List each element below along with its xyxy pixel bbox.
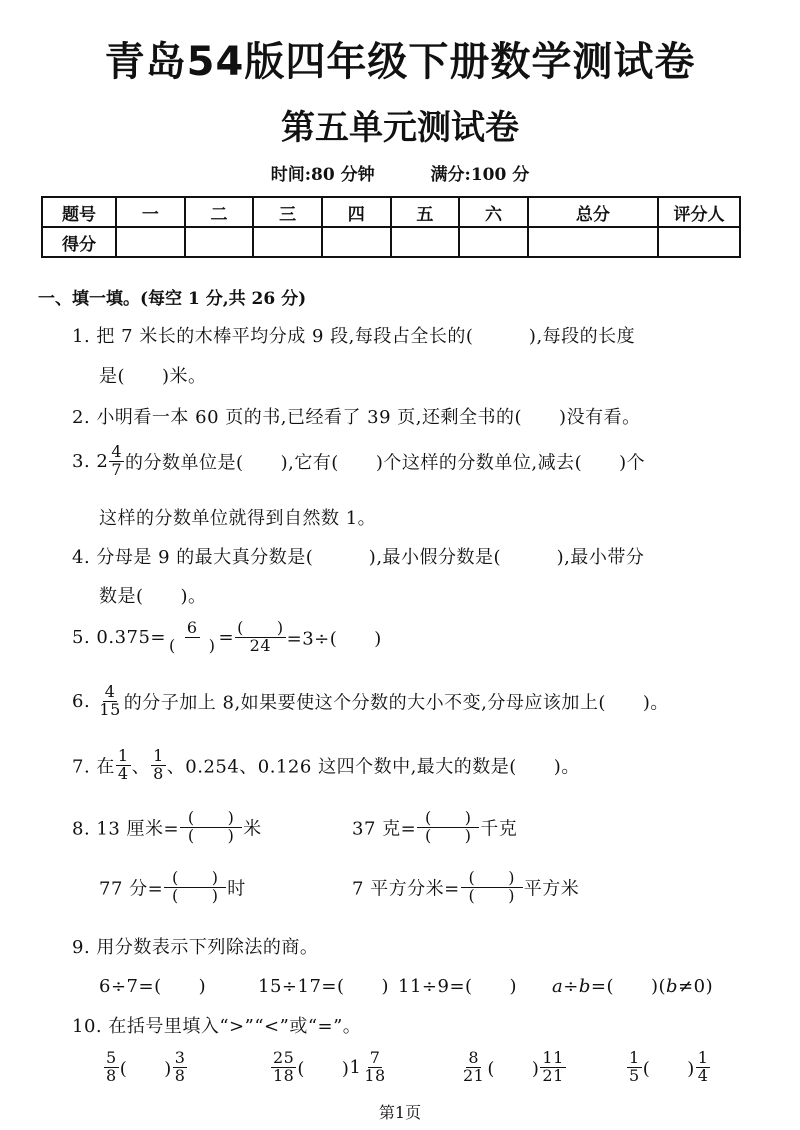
q7-text: 、0.254、0.126 这四个数中,最大的数是( )。 [166, 756, 580, 778]
q6-numerator: 4 [104, 682, 116, 701]
q10-p2-rn: 7 [369, 1048, 381, 1067]
score-cell[interactable] [185, 227, 254, 257]
q10-p2-right [362, 1050, 387, 1085]
q8-a-fraction [180, 810, 242, 845]
q5-prefix: 5. 0.375= [72, 626, 167, 648]
q3-denominator: 7 [111, 459, 123, 479]
question-9-item-3: 11÷9=( ) [398, 976, 518, 997]
q9-condition: ≠0) [678, 976, 714, 997]
q7-f2-numerator: 1 [153, 746, 164, 765]
q8-c-denominator: ( ) [171, 885, 219, 905]
section-heading: 一、填一填。(每空 1 分,共 26 分) [38, 289, 307, 309]
q10-p4-right [696, 1050, 711, 1085]
q8-b-unit: 千克 [480, 818, 518, 840]
q10-p1-rn: 3 [174, 1048, 186, 1067]
q5-f2-denominator: 24 [249, 635, 272, 655]
q3-fraction [109, 444, 124, 479]
q8-d-numerator: ( ) [461, 870, 523, 888]
exam-meta [0, 160, 800, 185]
q3-numerator: 4 [111, 442, 123, 461]
q10-p3-blank: ( ) [487, 1058, 540, 1080]
score-cell[interactable] [528, 227, 658, 257]
q8-c-fraction [164, 870, 226, 905]
score-table-header-cell: 总分 [528, 197, 658, 227]
question-8-d [352, 870, 579, 905]
score-table-header-cell: 四 [322, 197, 391, 227]
q7-fraction-1 [116, 748, 131, 783]
q10-p4-blank: ( ) [642, 1058, 695, 1080]
q10-p1-rd: 8 [174, 1065, 186, 1085]
question-1-line-2: 是( )米。 [99, 366, 207, 387]
q8-c-prefix: 77 分= [99, 878, 164, 900]
q10-p3-right [540, 1050, 565, 1085]
document-subtitle: 第五单元测试卷 [281, 108, 519, 148]
question-4-line-1: 4. 分母是 9 的最大真分数是( ),最小假分数是( ),最小带分 [72, 547, 645, 568]
question-5 [72, 620, 382, 655]
question-9-item-2: 15÷17=( ) [258, 976, 390, 997]
q8-a-numerator: ( ) [180, 810, 242, 828]
q10-p1-left [104, 1050, 119, 1085]
question-2: 2. 小明看一本 60 页的书,已经看了 39 页,还剩全书的( )没有看。 [72, 407, 641, 428]
q7-f2-denominator: 8 [153, 763, 164, 783]
score-table-row-label: 得分 [42, 227, 116, 257]
question-8-c [99, 870, 246, 905]
q6-text: 的分子加上 8,如果要使这个分数的大小不变,分母应该加上( )。 [123, 692, 669, 714]
q8-d-unit: 平方米 [523, 878, 580, 900]
q5-equals: = [218, 626, 235, 648]
q10-p1-right [173, 1050, 188, 1085]
score-table-score-row [42, 227, 740, 257]
q10-p4-left [627, 1050, 642, 1085]
q8-c-numerator: ( ) [164, 870, 226, 888]
q10-p3-rn: 11 [542, 1048, 564, 1067]
question-9-item-4 [552, 972, 713, 998]
score-table-header-cell: 一 [116, 197, 185, 227]
q8-d-prefix: 7 平方分米= [352, 878, 460, 900]
q10-p2-rd: 18 [364, 1065, 386, 1085]
q7-prefix: 7. 在 [72, 756, 115, 778]
q7-f1-numerator: 1 [117, 746, 129, 765]
question-1-line-1: 1. 把 7 米长的木棒平均分成 9 段,每段占全长的( ),每段的长度 [72, 326, 636, 347]
question-10-pair-2 [270, 1050, 389, 1085]
q8-b-fraction [417, 810, 479, 845]
score-cell[interactable] [253, 227, 322, 257]
q5-f2-numerator: ( ) [237, 618, 284, 637]
score-table-header-cell: 六 [459, 197, 528, 227]
q8-a-denominator: ( ) [187, 825, 235, 845]
q5-fraction-2 [235, 620, 286, 655]
q10-p4-ld: 5 [629, 1065, 640, 1085]
q10-p4-rn: 1 [697, 1048, 709, 1067]
q8-b-numerator: ( ) [417, 810, 479, 828]
q8-d-fraction [461, 870, 523, 905]
exam-full-score: 满分:100 分 [430, 165, 530, 185]
q8-c-unit: 时 [227, 878, 246, 900]
q5-fraction-1 [167, 620, 218, 655]
q10-p1-ln: 5 [106, 1048, 117, 1067]
q10-p3-left [461, 1050, 486, 1085]
question-7 [72, 748, 580, 783]
q3-text: 的分数单位是( ),它有( )个这样的分数单位,减去( )个 [125, 452, 646, 474]
q10-p3-rd: 21 [542, 1065, 564, 1085]
q8-d-denominator: ( ) [468, 885, 516, 905]
question-10-title: 10. 在括号里填入“>”“<”或“=”。 [72, 1016, 362, 1037]
score-cell[interactable] [459, 227, 528, 257]
score-table-header-cell: 题号 [42, 197, 116, 227]
score-table [41, 196, 741, 258]
q9-var-a: a [552, 976, 564, 997]
score-cell[interactable] [322, 227, 391, 257]
q8-b-denominator: ( ) [424, 825, 472, 845]
question-9-title: 9. 用分数表示下列除法的商。 [72, 937, 319, 958]
score-cell[interactable] [116, 227, 185, 257]
q9-var-b: b [578, 976, 591, 997]
q10-p4-rd: 4 [697, 1065, 709, 1085]
score-table-header-cell: 五 [391, 197, 460, 227]
q10-p1-ld: 8 [106, 1065, 117, 1085]
q8-a-prefix: 8. 13 厘米= [72, 818, 180, 840]
question-10-pair-4 [626, 1050, 711, 1085]
q10-p4-ln: 1 [629, 1048, 640, 1067]
q8-b-prefix: 37 克= [352, 818, 417, 840]
q3-prefix: 3. 2 [72, 450, 109, 472]
score-table-header-row [42, 197, 740, 227]
score-table-header-cell: 三 [253, 197, 322, 227]
q5-f1-denominator: ( ) [169, 635, 216, 655]
q10-p1-blank: ( ) [119, 1058, 172, 1080]
q7-f1-denominator: 4 [117, 763, 129, 783]
question-8-b [352, 810, 517, 845]
q9-equals: =( )( [590, 976, 667, 997]
score-table-header-cell: 评分人 [658, 197, 740, 227]
q9-divide: ÷ [563, 976, 579, 997]
question-10-pair-3 [460, 1050, 567, 1085]
q7-fraction-2 [151, 748, 166, 783]
question-6 [72, 684, 669, 719]
question-8-a [72, 810, 262, 845]
score-cell[interactable] [658, 227, 740, 257]
question-3-line-1 [72, 444, 645, 479]
q6-denominator: 15 [99, 699, 121, 719]
question-10-pair-1 [103, 1050, 188, 1085]
exam-time: 时间:80 分钟 [270, 165, 375, 185]
q9-var-b-cond: b [666, 976, 679, 997]
score-cell[interactable] [391, 227, 460, 257]
q10-p2-left [271, 1050, 296, 1085]
q6-fraction [97, 684, 122, 719]
q10-p2-blank: ( ) [297, 1058, 350, 1080]
page-number: 第1页 [378, 1103, 422, 1122]
q10-p2-ld: 18 [273, 1065, 295, 1085]
q10-p3-ln: 8 [468, 1048, 480, 1067]
question-3-line-2: 这样的分数单位就得到自然数 1。 [99, 508, 377, 529]
q7-separator: 、 [131, 756, 151, 778]
q5-f1-numerator: 6 [186, 618, 198, 637]
question-9-item-1: 6÷7=( ) [99, 976, 207, 997]
q8-a-unit: 米 [243, 818, 262, 840]
document-title: 青岛54版四年级下册数学测试卷 [104, 39, 696, 85]
score-table-header-cell: 二 [185, 197, 254, 227]
q10-p3-ld: 21 [463, 1065, 485, 1085]
question-4-line-2: 数是( )。 [99, 586, 207, 607]
q10-p2-whole: 1 [349, 1056, 362, 1078]
q5-suffix: =3÷( ) [286, 628, 382, 650]
q10-p2-ln: 25 [273, 1048, 295, 1067]
q6-prefix: 6. [72, 690, 97, 712]
